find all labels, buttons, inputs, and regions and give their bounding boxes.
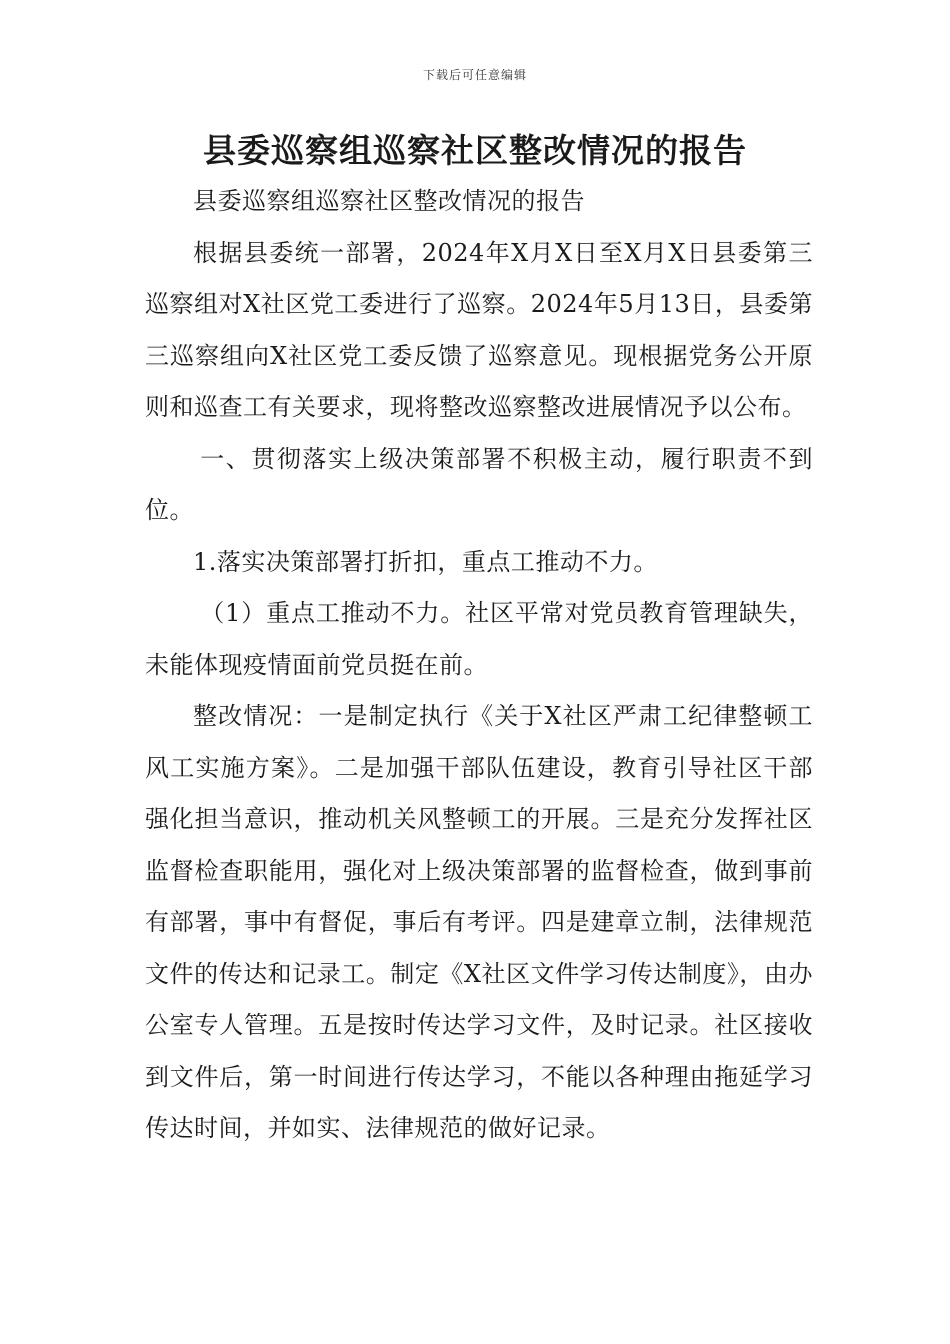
document-subtitle: 县委巡察组巡察社区整改情况的报告 [193,187,585,215]
document-body [145,176,813,1155]
document-title: 县委巡察组巡察社区整改情况的报告 [203,131,747,170]
paragraph-intro: 根据县委统一部署，2024年X月X日至X月X日县委第三巡察组对X社区党工委进行了巡察。2024年5月13日，县委第三巡察组向X社区党工委反馈了巡察意见。现根据党务公开原则和巡查工有关要求，现将整改巡察整改进展情况予以公布。 [145,238,813,421]
section-heading-1: 一、贯彻落实上级决策部署不积极主动，履行职责不到位。 [145,444,813,524]
paragraph-rectification: 整改情况：一是制定执行《关于X社区严肃工纪律整顿工风工实施方案》。二是加强干部队伍建设，教育引导社区干部强化担当意识，推动机关风整顿工的开展。三是充分发挥社区监督检查职能用，强化对上级决策部署的监督检查，做到事前有部署，事中有督促，事后有考评。四是建章立制，法律规范文件的传达和记录工。制定《X社区文件学习传达制度》，由办公室专人管理。五是按时传达学习文件，及时记录。社区接收到文件后，第一时间进行传达学习，不能以各种理由拖延学习传达时间，并如实、法律规范的做好记录。 [145,702,813,1142]
header-note: 下载后可任意编辑 [422,68,527,82]
item-heading-1: （1）重点工推动不力。社区平常对党员教育管理缺失，未能体现疫情面前党员挺在前。 [145,599,813,679]
subsection-heading-1-1: 1.落实决策部署打折扣，重点工推动不力。 [193,547,658,576]
